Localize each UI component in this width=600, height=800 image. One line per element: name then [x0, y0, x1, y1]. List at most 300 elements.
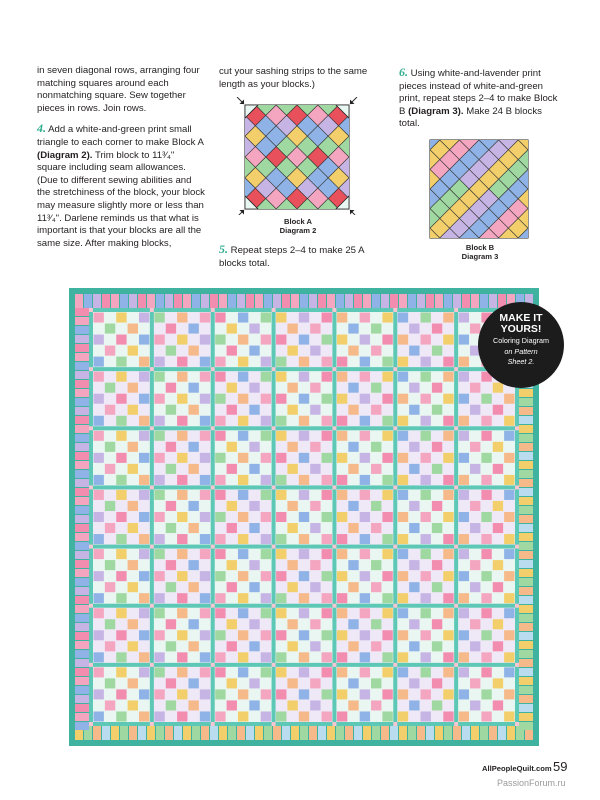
quilt-patch [227, 678, 237, 688]
quilt-patch [322, 453, 332, 463]
quilt-patch [310, 678, 320, 688]
border-strip [291, 294, 299, 308]
border-strip [519, 470, 533, 478]
quilt-patch [276, 475, 286, 485]
border-strip [327, 294, 335, 308]
quilt-patch [310, 442, 320, 452]
border-strip [138, 726, 146, 740]
quilt-patch [382, 453, 392, 463]
quilt-patch [348, 523, 358, 533]
border-strip [102, 726, 110, 740]
quilt-patch [105, 560, 115, 570]
block-patch [349, 167, 368, 188]
quilt-patch [459, 571, 469, 581]
quilt-patch [261, 313, 271, 323]
quilt-patch [398, 652, 408, 662]
quilt-patch [371, 442, 381, 452]
quilt-patch [398, 667, 408, 677]
cornerstone [332, 485, 336, 489]
border-strip [519, 524, 533, 532]
quilt-patch [398, 711, 408, 721]
quilt-patch [348, 346, 358, 356]
quilt-patch [360, 711, 370, 721]
quilt-patch [322, 475, 332, 485]
border-strip [174, 294, 182, 308]
quilt-patch [360, 571, 370, 581]
quilt-patch [116, 490, 126, 500]
quilt-patch [94, 512, 104, 522]
quilt-patch [443, 571, 453, 581]
quilt-patch [94, 394, 104, 404]
quilt-patch [421, 571, 431, 581]
badge-line-4: on Pattern [504, 346, 538, 356]
quilt-patch [249, 619, 259, 629]
badge-line-3: Coloring Diagram [493, 336, 549, 345]
quilt-patch [154, 689, 164, 699]
border-strip [336, 294, 344, 308]
quilt-patch [398, 512, 408, 522]
quilt-patch [166, 442, 176, 452]
quilt-patch [139, 534, 149, 544]
border-strip [444, 294, 452, 308]
quilt-patch [371, 700, 381, 710]
quilt-patch [443, 453, 453, 463]
quilt-patch [200, 357, 210, 367]
quilt-patch [299, 431, 309, 441]
quilt-patch [154, 431, 164, 441]
quilt-patch [421, 689, 431, 699]
quilt-patch [432, 383, 442, 393]
border-strip [426, 294, 434, 308]
quilt-patch [238, 394, 248, 404]
quilt-patch [105, 582, 115, 592]
quilt-patch [215, 534, 225, 544]
step-6 [399, 66, 564, 131]
cornerstone [393, 604, 397, 608]
quilt-patch [200, 453, 210, 463]
quilt-patch [443, 394, 453, 404]
quilt-patch [337, 394, 347, 404]
quilt-patch [504, 416, 514, 426]
border-strip [246, 726, 254, 740]
border-strip [345, 726, 353, 740]
border-strip [519, 497, 533, 505]
quilt-patch [276, 667, 286, 677]
block-patch [228, 157, 235, 178]
quilt-patch [177, 475, 187, 485]
step-6-text-b: Make 24 B blocks total. [399, 105, 542, 130]
quilt-patch [299, 416, 309, 426]
quilt-patch [409, 641, 419, 651]
quilt-patch [470, 523, 480, 533]
quilt-patch [276, 490, 286, 500]
block-patch [228, 167, 245, 188]
quilt-patch [382, 667, 392, 677]
border-strip [318, 726, 326, 740]
quilt-patch [348, 678, 358, 688]
quilt-patch [371, 619, 381, 629]
quilt-patch [166, 501, 176, 511]
quilt-patch [249, 678, 259, 688]
quilt-patch [398, 630, 408, 640]
quilt-patch [261, 512, 271, 522]
quilt-patch [322, 335, 332, 345]
quilt-patch [432, 405, 442, 415]
quilt-patch [481, 593, 491, 603]
border-strip [390, 294, 398, 308]
border-strip [75, 623, 89, 631]
quilt-patch [493, 641, 503, 651]
quilt-patch [299, 335, 309, 345]
caption-block-b [440, 243, 520, 261]
quilt-patch [322, 667, 332, 677]
quilt-patch [287, 501, 297, 511]
border-strip [75, 335, 89, 343]
quilt-patch [337, 652, 347, 662]
diagram-block-b [428, 138, 531, 241]
cornerstone [272, 722, 276, 726]
block-patch [359, 178, 368, 199]
quilt-patch [128, 442, 138, 452]
quilt-patch [337, 593, 347, 603]
quilt-patch [215, 593, 225, 603]
quilt-patch [188, 700, 198, 710]
quilt-patch [360, 608, 370, 618]
quilt-patch [200, 335, 210, 345]
quilt-patch [421, 490, 431, 500]
block-patch [349, 188, 368, 209]
quilt-patch [188, 324, 198, 334]
border-strip [372, 294, 380, 308]
quilt-patch [337, 357, 347, 367]
quilt-patch [443, 431, 453, 441]
quilt-patch [128, 619, 138, 629]
border-strip [75, 443, 89, 451]
quilt-patch [177, 512, 187, 522]
quilt-patch [238, 630, 248, 640]
quilt-patch [310, 619, 320, 629]
quilt-patch [322, 416, 332, 426]
block-patch [228, 147, 245, 168]
quilt-patch [139, 431, 149, 441]
quilt-patch [128, 523, 138, 533]
cornerstone [150, 545, 154, 549]
block-patch [359, 157, 368, 178]
border-strip [417, 294, 425, 308]
quilt-patch [238, 313, 248, 323]
quilt-patch [287, 641, 297, 651]
quilt-patch [481, 475, 491, 485]
cornerstone [89, 426, 93, 430]
border-strip [519, 650, 533, 658]
quilt-patch [493, 405, 503, 415]
quilt-patch [177, 335, 187, 345]
quilt-patch [261, 372, 271, 382]
border-strip [183, 294, 191, 308]
quilt-patch [261, 357, 271, 367]
quilt-patch [238, 416, 248, 426]
caption-block-a-sub: Diagram 2 [279, 226, 317, 235]
quilt-patch [504, 394, 514, 404]
quilt-patch [481, 534, 491, 544]
quilt-patch [249, 560, 259, 570]
quilt-patch [382, 689, 392, 699]
quilt-patch [105, 346, 115, 356]
quilt-patch [382, 490, 392, 500]
quilt-patch [166, 523, 176, 533]
border-strip [444, 726, 452, 740]
cornerstone [332, 722, 336, 726]
border-strip [519, 551, 533, 559]
cornerstone [272, 367, 276, 371]
quilt-patch [421, 534, 431, 544]
border-strip [75, 407, 89, 415]
quilt-patch [360, 453, 370, 463]
quilt-patch [382, 335, 392, 345]
quilt-patch [432, 619, 442, 629]
cornerstone [150, 485, 154, 489]
quilt-patch [322, 652, 332, 662]
border-strip [519, 389, 533, 397]
quilt-patch [177, 394, 187, 404]
quilt-patch [360, 475, 370, 485]
quilt-patch [409, 442, 419, 452]
quilt-patch [432, 501, 442, 511]
quilt-patch [337, 313, 347, 323]
quilt-patch [276, 630, 286, 640]
quilt-patch [287, 523, 297, 533]
border-strip [75, 677, 89, 685]
border-strip [519, 434, 533, 442]
cornerstone [89, 604, 93, 608]
quilt-patch [116, 711, 126, 721]
quilt-patch [421, 431, 431, 441]
quilt-patch [421, 416, 431, 426]
border-strip [471, 726, 479, 740]
border-strip [75, 294, 83, 308]
badge-line-1: MAKE IT [499, 312, 543, 324]
quilt-patch [215, 335, 225, 345]
border-strip [75, 686, 89, 694]
quilt-patch [432, 700, 442, 710]
quilt-patch [188, 501, 198, 511]
quilt-patch [276, 512, 286, 522]
block-patch [245, 97, 266, 105]
quilt-patch [238, 431, 248, 441]
border-strip [75, 569, 89, 577]
quilt-patch [261, 335, 271, 345]
quilt-patch [139, 453, 149, 463]
quilt-patch [299, 652, 309, 662]
quilt-patch [360, 689, 370, 699]
quilt-patch [398, 431, 408, 441]
quilt-patch [154, 475, 164, 485]
quilt-patch [177, 453, 187, 463]
quilt-patch [322, 571, 332, 581]
border-strip [75, 659, 89, 667]
quilt-patch [249, 442, 259, 452]
quilt-patch [421, 475, 431, 485]
quilt-patch [348, 383, 358, 393]
quilt-patch [299, 711, 309, 721]
cornerstone [515, 663, 519, 667]
quilt-patch [276, 711, 286, 721]
quilt-patch [459, 416, 469, 426]
quilt-patch [459, 431, 469, 441]
quilt-patch [200, 608, 210, 618]
quilt-patch [276, 608, 286, 618]
quilt-patch [322, 313, 332, 323]
quilt-patch [105, 501, 115, 511]
block-patch [287, 97, 308, 105]
border-strip [453, 294, 461, 308]
quilt-patch [227, 619, 237, 629]
caption-block-b-sub: Diagram 3 [461, 252, 499, 261]
step-4-number: 4. [37, 121, 46, 136]
border-strip [75, 308, 89, 316]
quilt-patch [154, 490, 164, 500]
quilt-patch [287, 582, 297, 592]
quilt-patch [105, 464, 115, 474]
cornerstone [454, 663, 458, 667]
quilt-patch [382, 549, 392, 559]
quilt-patch [459, 335, 469, 345]
quilt-patch [504, 689, 514, 699]
cornerstone [211, 367, 215, 371]
quilt-patch [227, 346, 237, 356]
border-strip [165, 294, 173, 308]
block-patch [328, 97, 349, 105]
quilt-patch [432, 324, 442, 334]
quilt-patch [443, 313, 453, 323]
border-strip [519, 407, 533, 415]
quilt-patch [139, 608, 149, 618]
quilt-patch [493, 464, 503, 474]
quilt-patch [166, 346, 176, 356]
quilt-patch [459, 534, 469, 544]
quilt-patch [154, 608, 164, 618]
quilt-patch [249, 523, 259, 533]
quilt-patch [249, 324, 259, 334]
border-strip [75, 542, 89, 550]
quilt-patch [398, 357, 408, 367]
quilt-patch [421, 549, 431, 559]
quilt-patch [459, 593, 469, 603]
block-patch [328, 209, 349, 215]
quilt-patch [398, 571, 408, 581]
quilt-patch [116, 534, 126, 544]
border-strip [75, 632, 89, 640]
border-strip [300, 294, 308, 308]
quilt-patch [421, 711, 431, 721]
quilt-patch [432, 678, 442, 688]
quilt-patch [443, 512, 453, 522]
quilt-patch [299, 475, 309, 485]
quilt-patch [128, 405, 138, 415]
quilt-patch [299, 689, 309, 699]
quilt-patch [287, 619, 297, 629]
quilt-patch [360, 335, 370, 345]
quilt-patch [116, 652, 126, 662]
watermark: PassionForum.ru [497, 778, 566, 788]
quilt-patch [215, 549, 225, 559]
quilt-patch [215, 490, 225, 500]
border-strip [120, 726, 128, 740]
quilt-patch [360, 372, 370, 382]
quilt-patch [276, 593, 286, 603]
quilt-patch [116, 593, 126, 603]
quilt-patch [360, 416, 370, 426]
step-5-text: Repeat steps 2–4 to make 25 A blocks total. [219, 245, 365, 269]
quilt-patch [116, 608, 126, 618]
quilt-patch [238, 667, 248, 677]
border-strip [255, 294, 263, 308]
quilt-patch [459, 453, 469, 463]
quilt-patch [459, 549, 469, 559]
quilt-patch [382, 534, 392, 544]
quilt-patch [166, 619, 176, 629]
border-strip [519, 605, 533, 613]
cornerstone [211, 308, 215, 312]
block-patch [228, 188, 245, 209]
quilt-patch [470, 442, 480, 452]
quilt-patch [310, 523, 320, 533]
quilt-patch [299, 571, 309, 581]
border-strip [75, 704, 89, 712]
quilt-patch [139, 593, 149, 603]
border-strip [519, 425, 533, 433]
quilt-patch [94, 630, 104, 640]
quilt-patch [322, 431, 332, 441]
quilt-patch [470, 619, 480, 629]
quilt-patch [139, 490, 149, 500]
quilt-patch [504, 431, 514, 441]
quilt-patch [322, 534, 332, 544]
quilt-patch [177, 630, 187, 640]
quilt-patch [322, 372, 332, 382]
quilt-patch [360, 549, 370, 559]
quilt-patch [249, 501, 259, 511]
quilt-patch [481, 416, 491, 426]
quilt-patch [459, 372, 469, 382]
border-strip [372, 726, 380, 740]
quilt-patch [139, 571, 149, 581]
quilt-patch [299, 394, 309, 404]
border-strip [471, 294, 479, 308]
border-strip [102, 294, 110, 308]
quilt-patch [261, 431, 271, 441]
quilt-patch [481, 711, 491, 721]
cornerstone [89, 722, 93, 726]
quilt-patch [139, 335, 149, 345]
quilt-patch [337, 667, 347, 677]
border-strip [399, 726, 407, 740]
quilt-patch [227, 560, 237, 570]
text-column-1 [37, 65, 205, 257]
quilt-patch [371, 346, 381, 356]
border-strip [75, 560, 89, 568]
quilt-patch [337, 534, 347, 544]
quilt-patch [504, 593, 514, 603]
quilt-patch [493, 619, 503, 629]
cornerstone [515, 604, 519, 608]
quilt-patch [409, 346, 419, 356]
quilt-patch [371, 582, 381, 592]
block-patch [228, 115, 235, 136]
border-strip [453, 726, 461, 740]
border-strip [519, 506, 533, 514]
quilt-patch [154, 416, 164, 426]
